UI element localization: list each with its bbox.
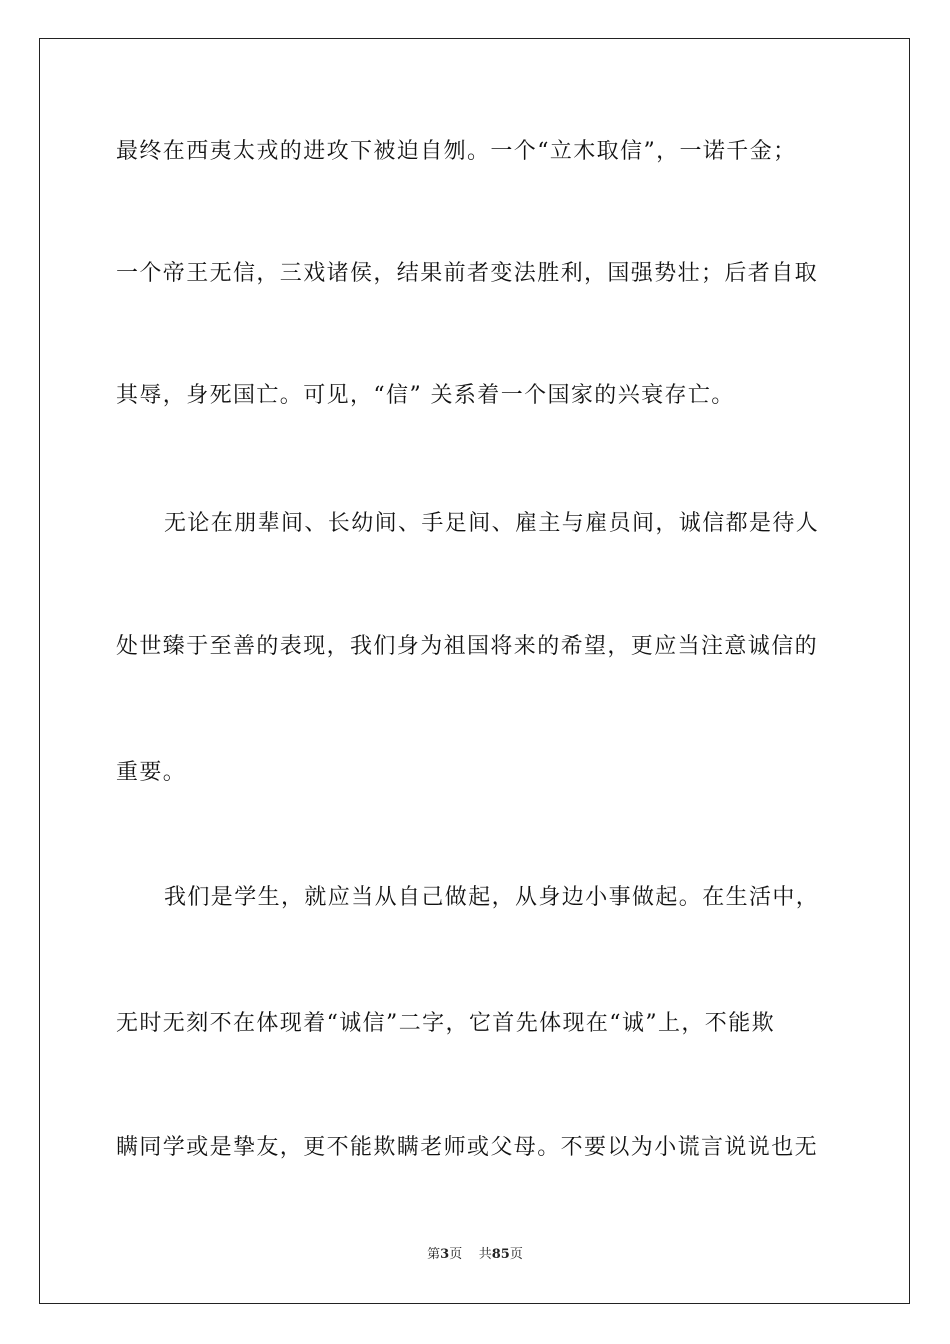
paragraph-2-line-3: 重要。 [116,760,187,785]
paragraph-2-line-2: 处世臻于至善的表现，我们身为祖国将来的希望，更应当注意诚信的 [116,634,819,659]
footer-total-pages: 85 [491,1247,510,1262]
page-footer [0,1246,950,1264]
paragraph-3-line-1: 我们是学生，就应当从自己做起，从身边小事做起。在生活中， [164,885,820,910]
footer-page-prefix: 第 [427,1247,441,1262]
paragraph-2-line-1: 无论在朋辈间、长幼间、手足间、雇主与雇员间，诚信都是待人 [164,511,820,536]
footer-total-suffix: 页 [509,1247,523,1262]
footer-total-prefix: 共 [478,1247,492,1262]
page-border [39,38,910,1304]
paragraph-3-line-3: 瞒同学或是挚友，更不能欺瞒老师或父母。不要以为小谎言说说也无 [116,1135,819,1160]
text-line-2: 一个帝王无信，三戏诸侯，结果前者变法胜利，国强势壮；后者自取 [116,261,819,286]
paragraph-3-line-2: 无时无刻不在体现着“诚信”二字，它首先体现在“诚”上，不能欺 [116,1011,775,1036]
text-line-3: 其辱，身死国亡。可见，“信” 关系着一个国家的兴衰存亡。 [116,383,735,408]
footer-page-suffix: 页 [449,1247,463,1262]
text-line-1: 最终在西夷太戎的进攻下被迫自刎。一个“立木取信”，一诺千金； [116,139,797,164]
footer-page-number: 3 [440,1247,450,1262]
